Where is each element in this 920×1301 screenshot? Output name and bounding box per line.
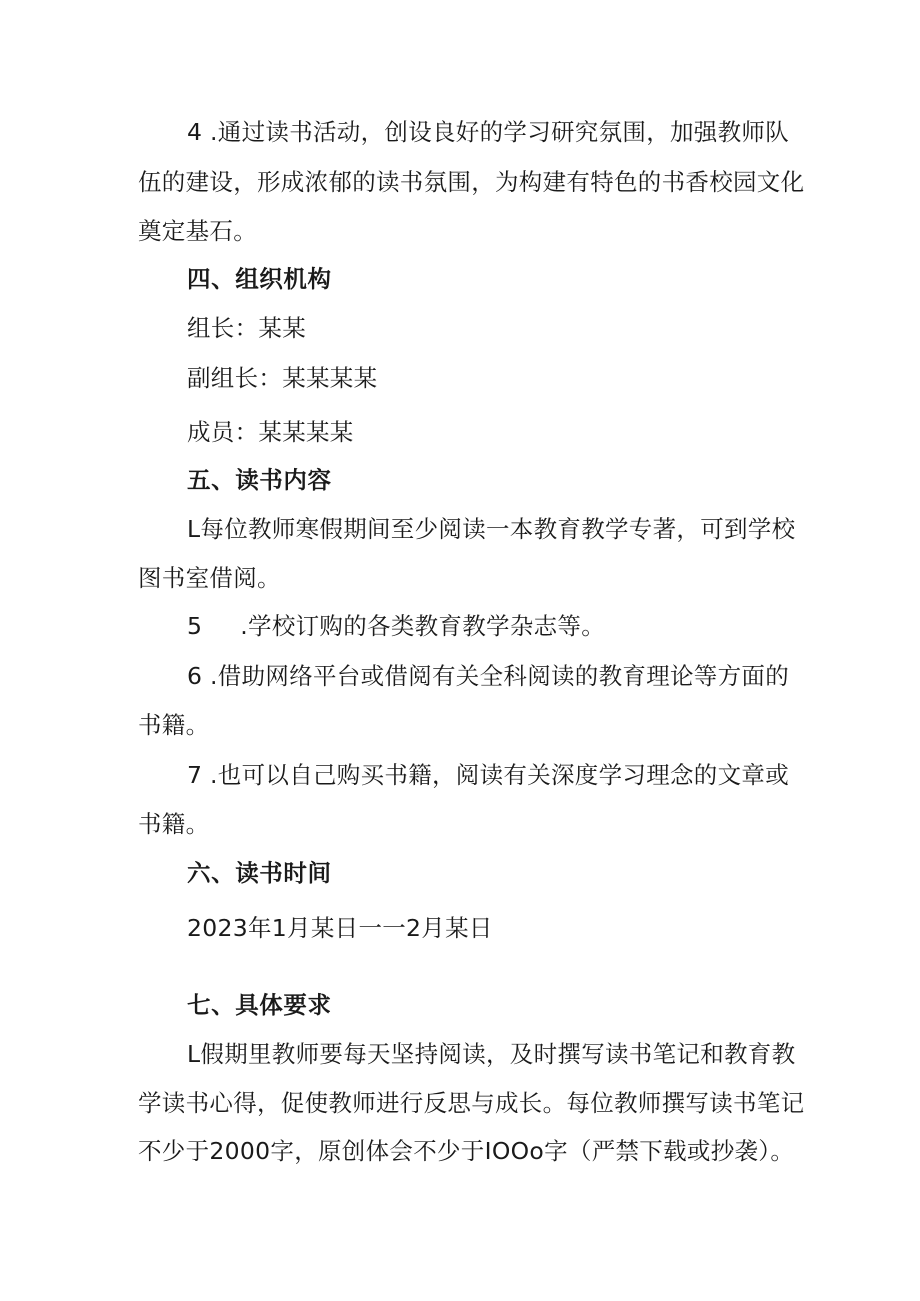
- item5-text: .学校订购的各类教育教学杂志等。: [240, 612, 606, 640]
- item4-line2: 伍的建设，形成浓郁的读书氛围，为构建有特色的书香校园文化: [138, 168, 805, 196]
- section5-item6-line2: 书籍。: [138, 711, 210, 739]
- leader-line: 组长：某某: [187, 314, 306, 342]
- section6-heading: 六、读书时间: [187, 859, 332, 887]
- section4-heading: 四、组织机构: [187, 265, 332, 293]
- deputy-leader-line: 副组长：某某某某: [187, 364, 378, 392]
- members-line: 成员：某某某某: [187, 418, 354, 446]
- section5-item1-line2: 图书室借阅。: [138, 564, 281, 592]
- item5-number: 5: [187, 612, 203, 640]
- section5-item7-line2: 书籍。: [138, 810, 210, 838]
- reading-period: 2023年1月某日一一2月某日: [187, 914, 493, 942]
- section5-item5: [187, 610, 847, 642]
- item4-line1: 4 .通过读书活动，创设良好的学习研究氛围，加强教师队: [187, 118, 789, 146]
- section5-heading: 五、读书内容: [187, 466, 332, 494]
- section7-item1-line3: 不少于2000字，原创体会不少于IOOo字（严禁下载或抄袭）。: [138, 1137, 795, 1165]
- section5-item6-line1: 6 .借助网络平台或借阅有关全科阅读的教育理论等方面的: [187, 662, 789, 690]
- section5-item1-line1: L每位教师寒假期间至少阅读一本教育教学专著，可到学校: [187, 515, 796, 543]
- section7-item1-line1: L假期里教师要每天坚持阅读，及时撰写读书笔记和教育教: [187, 1040, 796, 1068]
- section5-item7-line1: 7 .也可以自己购买书籍，阅读有关深度学习理念的文章或: [187, 761, 789, 789]
- item4-line3: 奠定基石。: [138, 217, 257, 245]
- section7-item1-line2: 学读书心得，促使教师进行反思与成长。每位教师撰写读书笔记: [138, 1089, 805, 1117]
- section7-heading: 七、具体要求: [187, 991, 332, 1019]
